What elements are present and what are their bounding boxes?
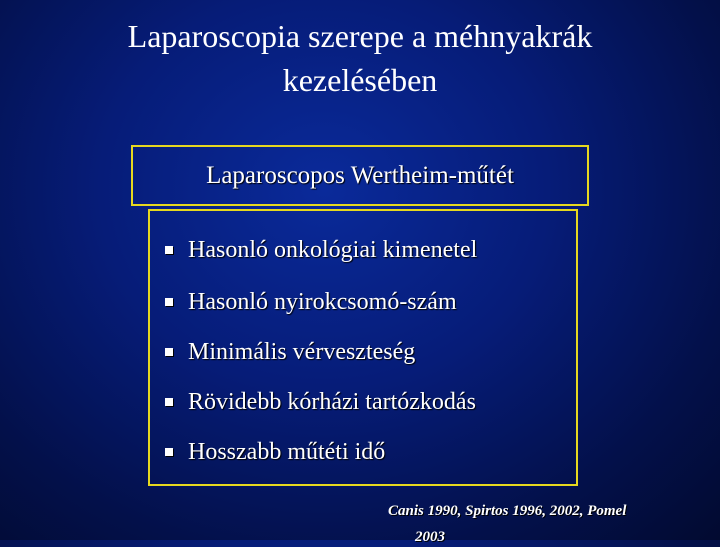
bullet-text: Rövidebb kórházi tartózkodás — [188, 388, 476, 415]
square-bullet-icon — [165, 448, 173, 456]
bullet-item — [165, 286, 457, 318]
bullet-item — [165, 234, 477, 266]
square-bullet-icon — [165, 246, 173, 254]
bullet-text: Hosszabb műtéti idő — [188, 438, 386, 465]
bullet-text: Minimális vérveszteség — [188, 338, 416, 365]
bullet-item — [165, 436, 385, 468]
bullet-item — [165, 336, 415, 368]
slide-title — [0, 14, 720, 102]
square-bullet-icon — [165, 298, 173, 306]
bullet-text: Hasonló onkológiai kimenetel — [188, 236, 478, 263]
bullet-list-box — [148, 209, 578, 486]
slide-title-line-1: Laparoscopia szerepe a méhnyakrák — [127, 18, 593, 54]
bullet-item — [165, 386, 476, 418]
citation-line-2: 2003 — [415, 529, 445, 545]
square-bullet-icon — [165, 348, 173, 356]
square-bullet-icon — [165, 398, 173, 406]
bullet-text: Hasonló nyirokcsomó-szám — [188, 288, 457, 315]
slide-subtitle: Laparoscopos Wertheim-műtét — [206, 161, 514, 189]
citation-line-1: Canis 1990, Spirtos 1996, 2002, Pomel — [388, 503, 627, 519]
citation — [388, 501, 627, 545]
subtitle-box — [131, 145, 589, 206]
slide-title-line-2: kezelésében — [282, 62, 438, 98]
